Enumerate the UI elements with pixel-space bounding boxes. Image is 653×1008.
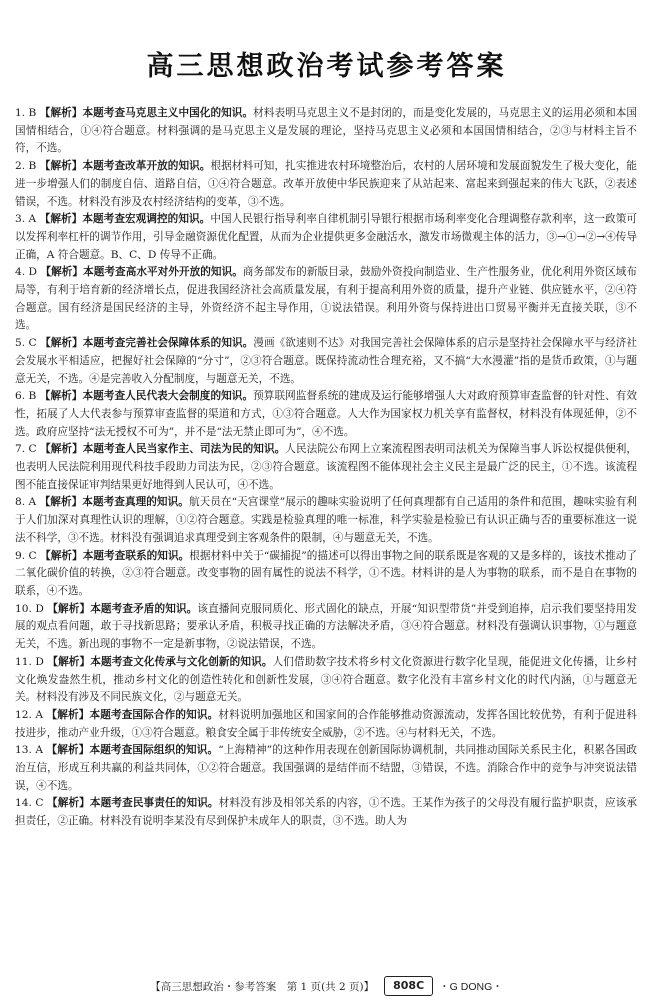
analysis-tag: 【解析】: [40, 337, 83, 350]
answer-number: 12. A: [15, 708, 44, 721]
analysis-tag: 【解析】: [46, 744, 90, 757]
answer-number: 8. A: [15, 496, 37, 509]
analysis-tag: 【解析】: [40, 443, 83, 456]
answer-topic: 本题考查改革开放的知识。: [82, 160, 211, 173]
analysis-tag: 【解析】: [39, 213, 83, 226]
answer-item: [15, 742, 637, 795]
answer-topic: 本题考查人民代表大会制度的知识。: [82, 390, 254, 403]
answer-body: 材料没有涉及相邻关系的内容，①不选。王某作为孩子的父母没有履行监护职责，应该承担责任，②正确。材料没有说明李某没有尽到保护未成年人的职责，③不选。助人为: [15, 797, 638, 828]
answer-item: [15, 211, 637, 264]
answer-number: 9. C: [15, 549, 37, 562]
answer-body: 材料表明马克思主义不是封闭的，而是变化发展的，马克思主义的运用必须和本国国情相结合，①④符合题意。材料强调的是马克思主义是发展的理论，坚持马克思主义必须和本国国情相结合，②③与材料主旨不符，不选。: [15, 107, 638, 155]
answer-body: 漫画《欲速则不达》对我国完善社会保障体系的启示是坚持社会保障水平与经济社会发展水平相适应，把握好社会保障的“分寸”，②③符合题意。既保持流动性合理充裕，又不搞“大水漫灌”指的是货币政策，①与题意无关，不选。④是完善收入分配制度，与题意无关，不选。: [15, 337, 637, 385]
answer-item: [15, 105, 637, 158]
page-title: 高三思想政治考试参考答案: [146, 51, 507, 82]
analysis-tag: 【解析】: [39, 390, 83, 403]
answer-item: [15, 707, 637, 742]
analysis-tag: 【解析】: [47, 602, 91, 615]
answer-number: 1. B: [15, 107, 37, 119]
answer-number: 11. D: [15, 655, 44, 668]
answer-body: 预算联网监督系统的建成及运行能够增强人大对政府预算审查监督的针对性、有效性，拓展了人大代表参与预算审查监督的渠道和方式，①③符合题意。人大作为国家权力机关享有监督权，材料没有体现延伸，②不选。政府应坚持“法无授权不可为”，并不是“法无禁止即可为”，④不选。: [15, 390, 638, 438]
answer-item: [15, 335, 637, 388]
answer-item: [15, 601, 637, 654]
answer-topic: 本题考查文化传承与文化创新的知识。: [90, 655, 273, 668]
answer-topic: 本题考查联系的知识。: [82, 549, 190, 562]
footer-page-info: 【高三思想政治・参考答案 第 1 页(共 2 页)】: [150, 980, 375, 993]
analysis-tag: 【解析】: [46, 797, 90, 810]
answer-body: 中国人民银行指导利率自律机制引导银行根据市场利率变化合理调整存款利率，这一政策可以发挥利率杠杆的调节作用，引导金融资源优化配置，从而为企业提供更多金融活水，激发市场微观主体的活力，③→①→②→④传导正确，A 符合题意。B、C、D 传导不正确。: [15, 213, 637, 261]
answer-topic: 本题考查民事责任的知识。: [89, 797, 219, 810]
answer-number: 2. B: [15, 160, 37, 173]
analysis-tag: 【解析】: [46, 708, 90, 721]
answer-body: 根据材料可知，扎实推进农村环境整治后，农村的人居环境和发展面貌发生了极大变化，能进一步增强人们的制度自信、道路自信，①④符合题意。改革开放使中华民族迎来了从站起来、富起来到强起来的伟大飞跃，②表述错误，不选。材料没有涉及农村经济结构的变革，③不选。: [15, 160, 638, 208]
answer-body: 人民法院公布网上立案流程图表明司法机关为保障当事人诉讼权提供便利，也表明人民法院利用现代科技手段助力司法为民，②③符合题意。该流程图不能体现社会主义民主是最广泛的民主，①不选。该流程图不能直接保证审判结果更好地得到人民认可，④不选。: [15, 443, 637, 491]
answer-item: [15, 548, 637, 601]
answer-item: [15, 494, 637, 547]
answer-topic: 本题考查真理的知识。: [82, 496, 189, 509]
answer-item: [15, 158, 637, 211]
brand-mark: ・G DONG・: [439, 980, 503, 993]
answer-topic: 本题考查宏观调控的知识。: [82, 213, 211, 226]
answer-topic: 本题考查人民当家作主、司法为民的知识。: [82, 443, 286, 456]
analysis-tag: 【解析】: [39, 496, 83, 509]
answer-item: [15, 441, 637, 494]
answer-body: 根据材料中关于“碳捕捉”的描述可以得出事物之间的联系既是客观的又是多样的，该技术推动了二氧化碳价值的转换，②③符合题意。改变事物的固有属性的说法不科学，①不选。材料讲的是人为事物的联系，而不是自在事物的联系，④不选。: [15, 549, 638, 597]
answer-topic: 本题考查国际组织的知识。: [89, 744, 219, 757]
page-footer: [0, 974, 653, 998]
answer-item: [15, 795, 637, 830]
answer-topic: 本题考查国际合作的知识。: [89, 708, 219, 721]
answer-topic: 本题考查矛盾的知识。: [90, 602, 198, 615]
answer-body: 商务部发布的新版目录，鼓励外资投向制造业、生产性服务业，优化利用外资区域布局等，有利于培育新的经济增长点，促进我国经济社会高质量发展，有利于提高利用外资的质量，提升产业链、供应链水平，②④符合题意。国有经济是国民经济的主导，外资经济不起主导作用，①说法错误。利用外资与保持进出口贸易平衡并无直接关联，③不选。: [15, 266, 638, 332]
answer-body: 材料说明加强地区和国家间的合作能够推动资源流动，发挥各国比较优势，有利于促进科技进步，推动产业升级，①③符合题意。粮食安全属于非传统安全威胁，②不选。④与材料无关，不选。: [15, 708, 637, 739]
answer-body: 该直播间克服同质化、形式固化的缺点，开展“知识型带货”并受到追捧，启示我们要坚持用发展的观点看问题，敢于寻找新思路；要承认矛盾，积极寻找正确的方法解决矛盾，③④符合题意。材料没有强调认识事物，①与题意无关，不选。新出现的事物不一定是新事物，②说法错误，不选。: [15, 602, 638, 651]
analysis-tag: 【解析】: [39, 160, 83, 173]
answer-topic: 本题考查完善社会保障体系的知识。: [82, 337, 254, 350]
analysis-tag: 【解析】: [39, 107, 83, 119]
answer-topic: 本题考查高水平对外开放的知识。: [83, 266, 243, 279]
answer-body: “上海精神”的这种作用表现在创新国际协调机制，共同推动国际关系民主化，积累各国政治互信，形成互利共赢的利益共同体，①②符合题意。我国强调的是结伴而不结盟，③错误，不选。消除合作中的竞争与冲突说法错误，④不选。: [15, 744, 638, 792]
answer-item: [15, 264, 637, 335]
answer-number: 6. B: [15, 390, 37, 403]
answer-topic: 本题考查马克思主义中国化的知识。: [82, 107, 254, 119]
answer-item: [15, 654, 637, 707]
answer-body: 航天员在“天宫课堂”展示的趣味实验说明了任何真理都有自己适用的条件和范围，趣味实验有利于人们加深对真理性认识的理解，①②符合题意。实践是检验真理的唯一标准，科学实验是检验已有认识正确与否的重要标准这一说法不科学，③不选。材料没有强调追求真理受到主客观条件的限制，④与题意无关，不选。: [15, 496, 638, 544]
answer-item: [15, 388, 637, 441]
answer-list: [15, 105, 637, 831]
answer-body: 人们借助数字技术将乡村文化资源进行数字化呈现，能促进文化传播，让乡村文化焕发盎然生机，推动乡村文化的创造性转化和创新性发展，③④符合题意。数字化没有丰富乡村文化的时代内涵，①与题意无关。材料没有涉及不同民族文化，②与题意无关。: [15, 655, 638, 704]
analysis-tag: 【解析】: [40, 266, 84, 279]
answer-number: 13. A: [15, 744, 44, 757]
answer-number: 10. D: [15, 602, 44, 615]
analysis-tag: 【解析】: [40, 549, 83, 562]
exam-code-badge: 808C: [384, 976, 433, 996]
answer-number: 3. A: [15, 213, 37, 226]
answer-number: 5. C: [15, 337, 37, 350]
answer-number: 4. D: [15, 266, 38, 279]
answer-number: 7. C: [15, 443, 37, 456]
answer-number: 14. C: [15, 797, 44, 810]
analysis-tag: 【解析】: [47, 655, 91, 668]
